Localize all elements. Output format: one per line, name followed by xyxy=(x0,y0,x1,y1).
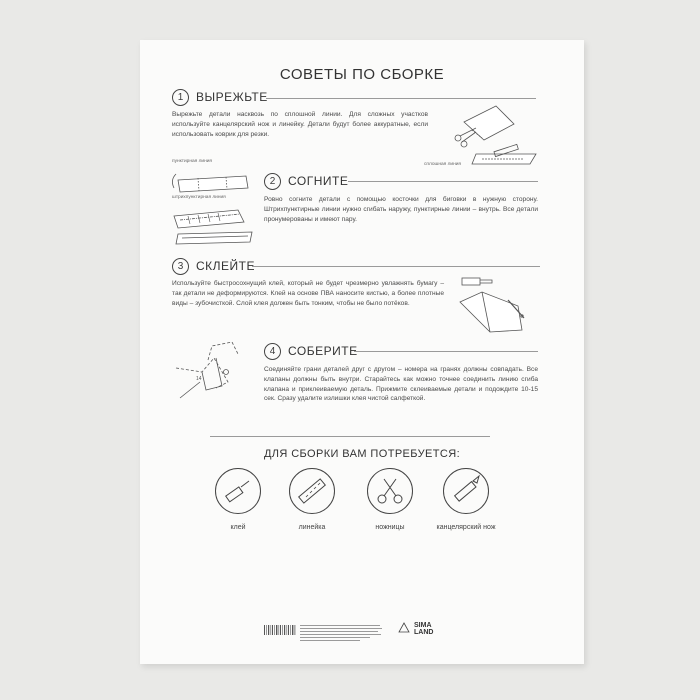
step-1-rule xyxy=(266,98,536,99)
step-4-text: Соединяйте грани деталей друг с другом – номера на гранях должны совпадать. Все клапаны должны быть внутри. Старайтесь как можно точнее соединить линию сгиба клапана и приклеиваемую деталь. Прижмите склеиваемые детали и подождите 10-15 сек. Сразу удалите излишки клея чистой салфеткой. xyxy=(264,366,538,403)
solid-line-caption: сплошная линия xyxy=(424,162,462,167)
folding-illustration xyxy=(168,166,258,250)
tool-scissors-label: ножницы xyxy=(375,524,405,531)
step-4-number: 4 xyxy=(264,343,281,360)
step-3-title: СКЛЕЙТЕ xyxy=(196,259,255,273)
assembly-illustration xyxy=(172,338,258,418)
dash-dot-line-caption: штрихпунктирная линия xyxy=(172,195,226,200)
page-title: СОВЕТЫ ПО СБОРКЕ xyxy=(279,66,445,83)
utility-knife-icon xyxy=(443,468,489,514)
tools-title: ДЛЯ СБОРКИ ВАМ ПОТРЕБУЕТСЯ: xyxy=(263,448,461,460)
step-3-text: Используйте быстросохнущий клей, который не будет чрезмерно увлажнять бумагу – так детали не деформируются. Клей на основе ПВА наносите кистью, а более плотные виды – зубочисткой. Слой клея должен быть тонким, чтобы не было потёков. xyxy=(172,280,444,307)
brand-line-2: LAND xyxy=(414,629,434,636)
barcode xyxy=(264,625,296,637)
step-1-number: 1 xyxy=(172,89,189,106)
tool-utility-knife xyxy=(436,468,496,532)
glue-icon xyxy=(215,468,261,514)
tool-ruler xyxy=(282,468,342,532)
step-2-number: 2 xyxy=(264,173,281,190)
tools-divider xyxy=(210,436,490,437)
tool-ruler-label: линейка xyxy=(298,524,326,531)
scissors-icon xyxy=(367,468,413,514)
step-2-text: Ровно согните детали с помощью косточки для биговки в нужную сторону. Штрихпунктирные линии нужно сгибать наружу, пунктирные линии – внутрь. Все детали пронумерованы и имеют пару. xyxy=(264,196,538,223)
footer-legal-text xyxy=(300,625,384,642)
ruler-icon xyxy=(289,468,335,514)
brand-line-1: SIMA xyxy=(414,622,432,629)
dotted-line-caption: пунктирная линия xyxy=(172,159,212,164)
tool-glue-label: клей xyxy=(230,524,246,531)
recycle-icon xyxy=(398,622,410,634)
step-2-rule xyxy=(348,181,538,182)
tool-glue xyxy=(208,468,268,532)
svg-text:14: 14 xyxy=(196,376,202,382)
step-4-rule xyxy=(354,351,538,352)
step-3-number: 3 xyxy=(172,258,189,275)
tool-scissors xyxy=(360,468,420,532)
footer-fine-print xyxy=(300,625,384,641)
instruction-sheet xyxy=(140,40,584,664)
tool-utility-knife-label: канцелярский нож xyxy=(436,524,496,531)
gluing-illustration xyxy=(452,272,544,342)
step-3-rule xyxy=(252,266,540,267)
step-4-title: СОБЕРИТЕ xyxy=(288,344,358,358)
step-1-title: ВЫРЕЖЬТЕ xyxy=(196,90,268,104)
step-2-title: СОГНИТЕ xyxy=(288,174,349,188)
step-1-text: Вырежьте детали насквозь по сплошной линии. Для сложных участков используйте канцелярский нож и линейку. Детали будут более аккуратные, если использовать коврик для резки. xyxy=(172,111,428,138)
brand-logo xyxy=(414,622,433,636)
